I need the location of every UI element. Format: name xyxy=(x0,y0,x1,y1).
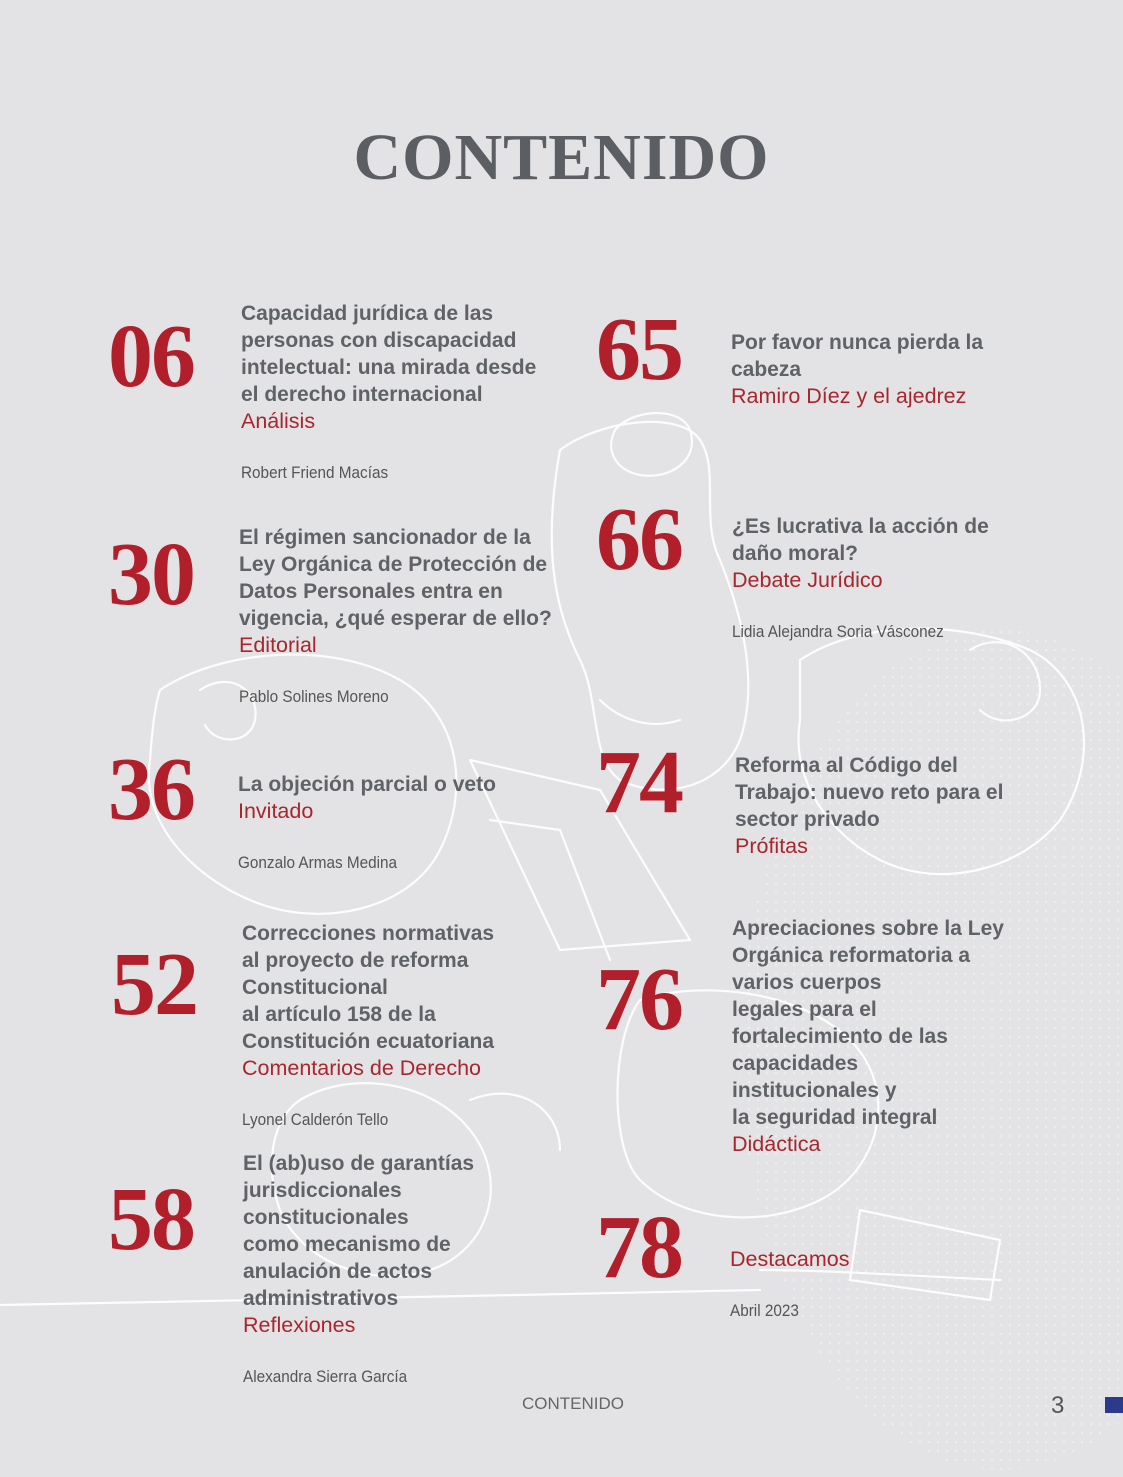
page-ref-number: 52 xyxy=(111,935,197,1034)
section-label: Prófitas xyxy=(735,834,808,858)
section-label: Ramiro Díez y el ajedrez xyxy=(731,384,967,408)
page-ref-number: 06 xyxy=(108,307,194,406)
corner-accent-mark xyxy=(1105,1397,1123,1413)
page-title: CONTENIDO xyxy=(353,121,770,194)
author-name: Abril 2023 xyxy=(730,1301,799,1320)
section-label: Debate Jurídico xyxy=(732,568,883,592)
author-name: Lidia Alejandra Soria Vásconez xyxy=(732,622,944,641)
page-ref-number: 76 xyxy=(596,950,682,1049)
article-title: ¿Es lucrativa la acción de daño moral? xyxy=(732,515,989,565)
article-title: Apreciaciones sobre la Ley Orgánica reformatoria a varios cuerpos legales para el fortalecimiento de las capacidades institucionales y la seguridad integral xyxy=(732,917,1004,1129)
section-label: Didáctica xyxy=(732,1132,821,1156)
author-name: Lyonel Calderón Tello xyxy=(242,1110,389,1129)
author-name: Robert Friend Macías xyxy=(241,463,389,482)
section-label: Invitado xyxy=(238,799,314,823)
section-label: Comentarios de Derecho xyxy=(242,1056,482,1080)
page-ref-number: 78 xyxy=(596,1198,682,1297)
page-ref-number: 65 xyxy=(596,300,682,399)
page-ref-number: 66 xyxy=(596,490,682,589)
section-label: Reflexiones xyxy=(243,1313,356,1337)
article-title: El (ab)uso de garantías jurisdiccionales constitucionales como mecanismo de anulación de actos administrativos xyxy=(243,1152,475,1310)
author-name: Gonzalo Armas Medina xyxy=(238,853,398,872)
section-label: Destacamos xyxy=(730,1247,850,1271)
article-title: Reforma al Código del Trabajo: nuevo reto para el sector privado xyxy=(735,754,1004,831)
author-name: Alexandra Sierra García xyxy=(243,1367,408,1386)
article-title: Capacidad jurídica de las personas con discapacidad intelectual: una mirada desde el derecho internacional xyxy=(241,302,537,406)
article-title: El régimen sancionador de la Ley Orgánica de Protección de Datos Personales entra en vigencia, ¿qué esperar de ello? xyxy=(239,526,552,630)
section-label: Análisis xyxy=(241,409,316,433)
page-ref-number: 58 xyxy=(108,1170,194,1269)
page-ref-number: 74 xyxy=(596,733,682,832)
article-title: Por favor nunca pierda la cabeza xyxy=(731,331,984,381)
author-name: Pablo Solines Moreno xyxy=(239,687,389,706)
page-number: 3 xyxy=(1051,1392,1065,1419)
page-ref-number: 30 xyxy=(108,525,194,624)
page-ref-number: 36 xyxy=(108,740,194,839)
section-label: Editorial xyxy=(239,633,317,657)
article-title: La objeción parcial o veto xyxy=(238,773,496,796)
footer-label: CONTENIDO xyxy=(522,1394,624,1413)
article-title: Correcciones normativas al proyecto de reforma Constitucional al artículo 158 de la Constitución ecuatoriana xyxy=(242,922,495,1053)
